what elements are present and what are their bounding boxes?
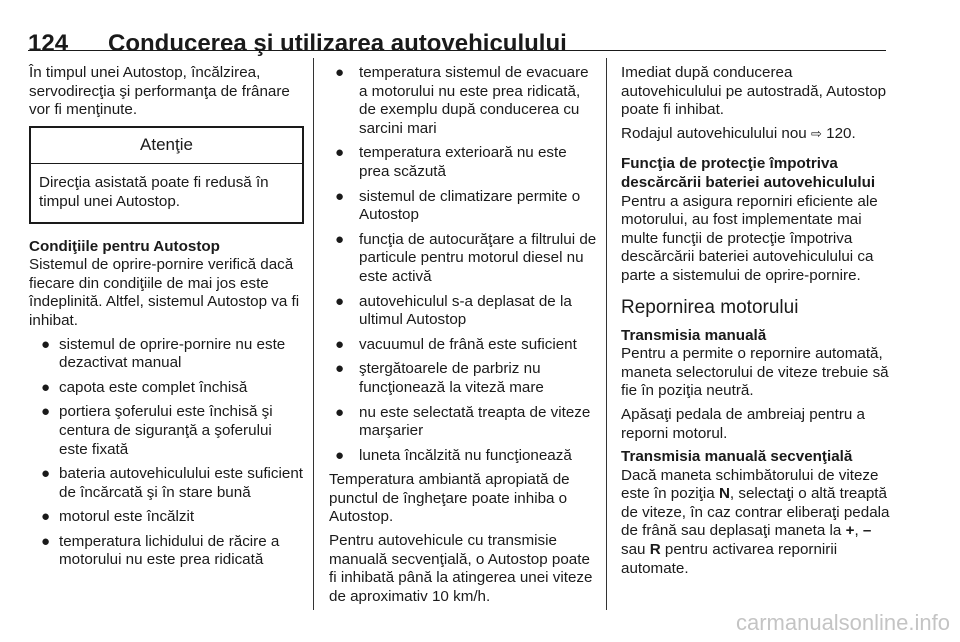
conditions-list-continued bbox=[329, 64, 597, 465]
column-3 bbox=[621, 64, 891, 583]
bullet-icon: ● bbox=[335, 187, 345, 205]
conditions-text: Sistemul de oprire-pornire verifică dacă fiecare din condiţiile de mai jos este îndeplinită. Altfel, sistemul Autostop va fi inhibat. bbox=[29, 256, 300, 329]
list-item: ● temperatura lichidului de răcire a motorului nu este prea ridicată bbox=[41, 532, 280, 569]
conditions-list bbox=[29, 336, 304, 571]
page-reference-link[interactable]: 120. bbox=[826, 124, 856, 142]
warning-text: Direcţia asistată poate fi redusă în timpul unei Autostop. bbox=[39, 174, 269, 210]
list-item: ● capota este complet închisă bbox=[41, 378, 248, 396]
list-item: ● vacuumul de frână este suficient bbox=[335, 335, 577, 353]
list-item: ● motorul este încălzit bbox=[41, 508, 195, 526]
list-item: ● sistemul de climatizare permite o Autostop bbox=[335, 187, 581, 224]
gear-r-label: R bbox=[649, 541, 661, 559]
bullet-icon: ● bbox=[41, 465, 51, 483]
column-divider-2 bbox=[606, 58, 607, 610]
sequential-transmission-note: Pentru autovehicule cu transmisie manuală secvenţială, o Autostop poate fi inhibată până la atingerea unei viteze de aproximativ 10 km/h. bbox=[329, 532, 593, 605]
list-item: ● temperatura exterioară nu este prea scăzută bbox=[335, 144, 567, 180]
column-2 bbox=[329, 64, 597, 611]
page-number: 124 bbox=[28, 30, 69, 57]
list-item: ● ştergătoarele de parbriz nu funcţionează la viteză mare bbox=[335, 360, 544, 396]
bullet-icon: ● bbox=[41, 403, 51, 421]
list-item: ● sistemul de oprire-pornire nu este dezactivat manual bbox=[41, 335, 286, 372]
warning-heading: Atenţie bbox=[31, 128, 302, 165]
list-item: ● bateria autovehiculului este suficient de încărcată şi în stare bună bbox=[41, 465, 303, 501]
bullet-icon: ● bbox=[41, 532, 51, 550]
manual-transmission-heading: Transmisia manuală bbox=[621, 326, 767, 344]
bullet-icon: ● bbox=[335, 230, 345, 248]
intro-paragraph: În timpul unei Autostop, încălzirea, servodirecţia şi performanţa de frânare vor fi menţinute. bbox=[29, 64, 290, 119]
battery-protection-text: Pentru a asigura reporniri eficiente ale motorului, au fost implementate mai multe funcţii de protecţie împotriva descărcării bateriei autovehiculului ca parte a sistemului de oprire-pornire. bbox=[621, 192, 878, 284]
gear-minus-label: – bbox=[862, 522, 872, 540]
header-divider bbox=[28, 50, 886, 51]
list-item: ● portiera şoferului este închisă şi centura de siguranţă a şoferului este fixată bbox=[41, 403, 273, 458]
column-1 bbox=[29, 64, 304, 576]
bullet-icon: ● bbox=[335, 360, 345, 378]
battery-protection-heading: Funcţia de protecţie împotriva descărcării bateriei autovehiculului bbox=[621, 155, 876, 191]
gear-n-label: N bbox=[718, 485, 730, 503]
manual-transmission-text-1: Pentru a permite o repornire automată, maneta selectorului de viteze trebuie să fie în poziţia neutră. bbox=[621, 345, 889, 400]
bullet-icon: ● bbox=[335, 144, 345, 162]
warning-box bbox=[29, 126, 304, 224]
list-item: ● nu este selectată treapta de viteze marşarier bbox=[335, 403, 591, 440]
ambient-temperature-note: Temperatura ambiantă apropiată de punctul de îngheţare poate inhiba o Autostop. bbox=[329, 471, 570, 526]
run-in-note: Rodajul autovehiculului nou ⇨ 120. bbox=[621, 124, 856, 142]
manual-transmission-text-2: Apăsaţi pedala de ambreiaj pentru a reporni motorul. bbox=[621, 405, 866, 442]
column-divider-1 bbox=[313, 58, 314, 610]
list-item: ● funcţia de autocurăţare a filtrului de particule pentru motorul diesel nu este activă bbox=[335, 230, 597, 285]
bullet-icon: ● bbox=[41, 335, 51, 353]
list-item: ● luneta încălzită nu funcţionează bbox=[335, 446, 572, 464]
bullet-icon: ● bbox=[335, 335, 345, 353]
bullet-icon: ● bbox=[41, 378, 51, 396]
bullet-icon: ● bbox=[335, 446, 345, 464]
page-title: Conducerea şi utilizarea autovehiculului bbox=[108, 30, 567, 57]
sequential-transmission-text: Dacă maneta schimbătorului de viteze este în poziţia N, selectaţi o altă treaptă de viteze, în caz contrar eliberaţi pedala de frână sau deplasaţi maneta la +, – sau R pentru activarea repornirii automate. bbox=[621, 466, 890, 577]
bullet-icon: ● bbox=[335, 403, 345, 421]
conditions-heading: Condiţiile pentru Autostop bbox=[29, 237, 220, 255]
bullet-icon: ● bbox=[41, 508, 51, 526]
bullet-icon: ● bbox=[335, 64, 345, 81]
highway-note: Imediat după conducerea autovehiculului pe autostradă, Autostop poate fi inhibat. bbox=[621, 64, 887, 119]
list-item: ● autovehiculul s-a deplasat de la ultimul Autostop bbox=[335, 292, 572, 329]
watermark: carmanualsonline.info bbox=[735, 610, 950, 635]
page-reference-icon: ⇨ bbox=[811, 125, 822, 141]
page-header bbox=[28, 30, 888, 60]
sequential-transmission-heading: Transmisia manuală secvenţială bbox=[621, 448, 853, 466]
gear-plus-label: + bbox=[845, 522, 855, 540]
bullet-icon: ● bbox=[335, 292, 345, 310]
list-item: ● temperatura sistemul de evacuare a motorului nu este prea ridicată, de exemplu după conducerea cu sarcini mari bbox=[335, 64, 589, 137]
section-heading: Repornirea motorului bbox=[621, 296, 799, 318]
